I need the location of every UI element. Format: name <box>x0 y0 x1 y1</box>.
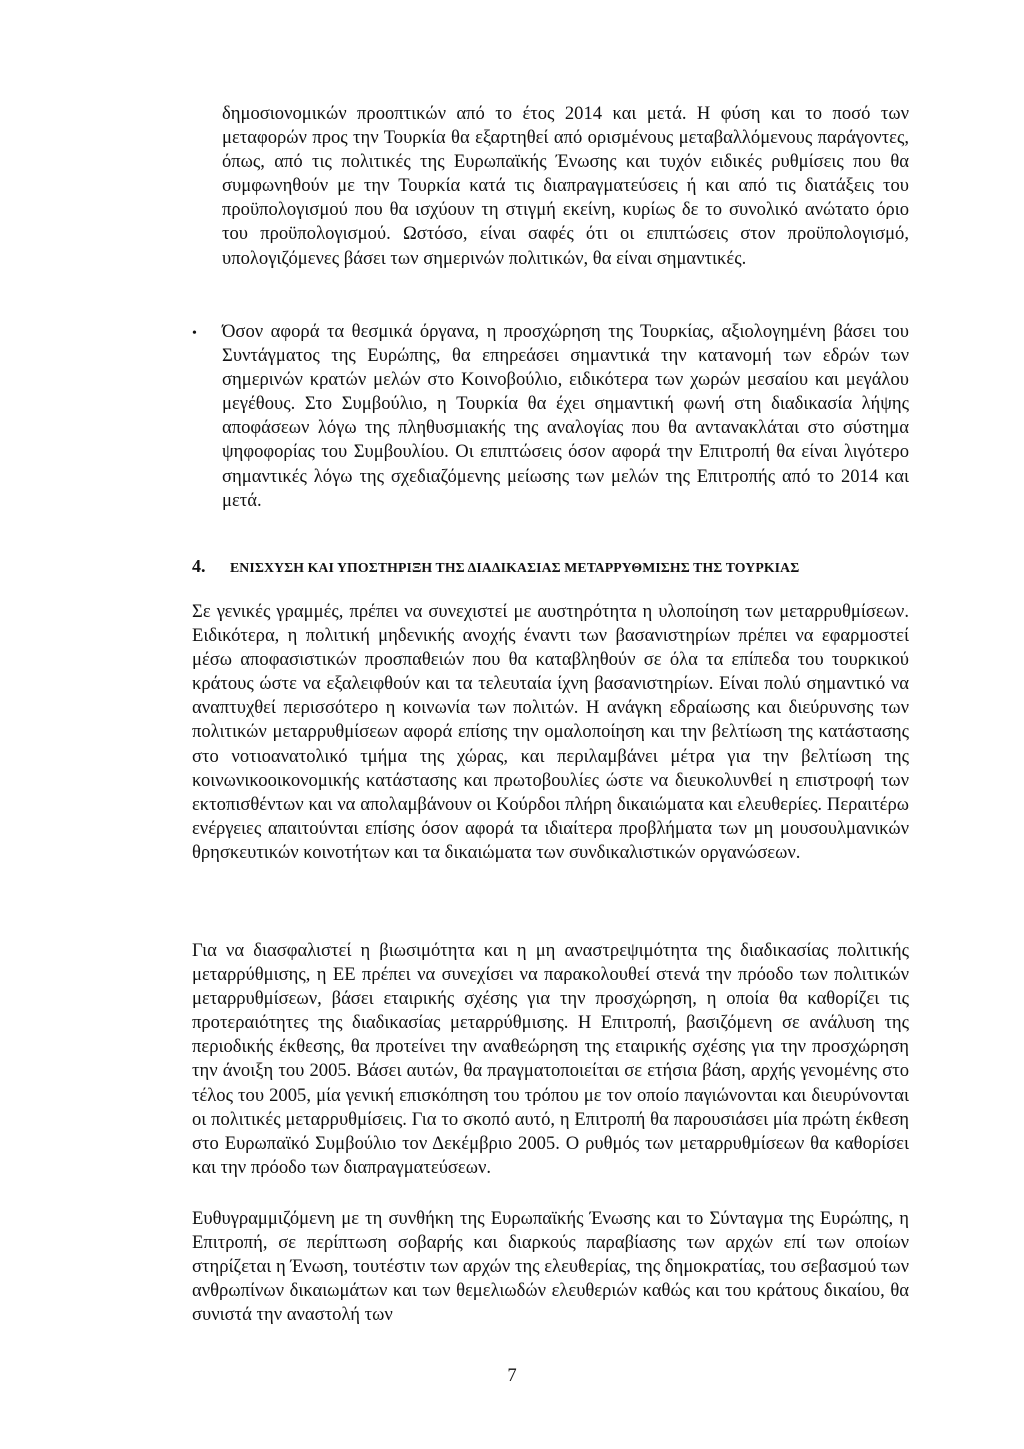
body-paragraph: Ευθυγραμμιζόμενη με τη συνθήκη της Ευρωπαϊκής Ένωσης και το Σύνταγμα της Ευρώπης, η Επιτροπή, σε περίπτωση σοβαρής και διαρκούς παραβίασης των αρχών επί των οποίων στηρίζεται η Ένωση, τουτέστιν των αρχών της ελευθερίας, της δημοκρατίας, του σεβασμού των ανθρωπίνων δικαιωμάτων και των θεμελιωδών ελευθεριών καθώς και του κράτους δικαίου, θα συνιστά την αναστολή των <box>192 1208 909 1326</box>
bullet-icon: • <box>192 326 197 341</box>
bullet-text: Όσον αφορά τα θεσμικά όργανα, η προσχώρηση της Τουρκίας, αξιολογημένη βάσει του Συντάγματος της Ευρώπης, θα επηρεάσει σημαντικά την κατανομή των εδρών των σημερινών κρατών μελών στο Κοινοβούλιο, ειδικότερα των χωρών μεσαίου και μεγάλου μεγέθους. Στο Συμβούλιο, η Τουρκία θα έχει σημαντική φωνή στη διαδικασία λήψης αποφάσεων λόγω της πληθυσμιακής της αναλογίας που θα αντανακλάται στο σύστημα ψηφοφορίας του Συμβουλίου. Οι επιπτώσεις όσον αφορά την Επιτροπή θα είναι λιγότερο σημαντικές λόγω της σχεδιαζόμενης μείωσης των μελών της Επιτροπής από το 2014 και μετά. <box>222 321 909 511</box>
body-paragraph: Σε γενικές γραμμές, πρέπει να συνεχιστεί με αυστηρότητα η υλοποίηση των μεταρρυθμίσεων. Ειδικότερα, η πολιτική μηδενικής ανοχής έναντι των βασανιστηρίων πρέπει να εφαρμοστεί μέσω αποφασιστικών προσπαθειών που θα καταβληθούν σε όλα τα επίπεδα του τουρκικού κράτους ώστε να εξαλειφθούν και τα τελευταία ίχνη βασανιστηρίων. Είναι πολύ σημαντικό να αναπτυχθεί περισσότερο η κοινωνία των πολιτών. Η ανάγκη εδραίωσης και διεύρυνσης των πολιτικών μεταρρυθμίσεων αφορά επίσης την ομαλοποίηση και την βελτίωση της κατάστασης στο νοτιοανατολικό τμήμα της χώρας, και περιλαμβάνει μέτρα για την βελτίωση της κοινωνικοοικονομικής κατάστασης και πρωτοβουλίες ώστε να διευκολυνθεί η επιστροφή των εκτοπισθέντων και να απολαμβάνουν οι Κούρδοι πλήρη δικαιώματα και ελευθερίες. Περαιτέρω ενέργειες απαιτούνται επίσης όσον αφορά τα ιδιαίτερα προβλήματα των μη μουσουλμανικών θρησκευτικών κοινοτήτων και τα δικαιώματα των συνδικαλιστικών οργανώσεων. <box>192 601 909 863</box>
page-number: 7 <box>507 1365 517 1386</box>
section-number: 4. <box>192 556 206 576</box>
section-heading <box>192 556 909 577</box>
body-paragraph: δημοσιονομικών προοπτικών από το έτος 2014 και μετά. Η φύση και το ποσό των μεταφορών προς την Τουρκία θα εξαρτηθεί από ορισμένους μεταβαλλόμενους παράγοντες, όπως, από τις πολιτικές της Ευρωπαϊκής Ένωσης και τυχόν ειδικές ρυθμίσεις που θα συμφωνηθούν με την Τουρκία κατά τις διαπραγματεύσεις ή και από τις διατάξεις του προϋπολογισμού που θα ισχύουν τη στιγμή εκείνη, κυρίως δε το συνολικό ανώτατο όριο του προϋπολογισμού. Ωστόσο, είναι σαφές ότι οι επιπτώσεις στον προϋπολογισμό, υπολογιζόμενες βάσει των σημερινών πολιτικών, θα είναι σημαντικές. <box>222 103 909 269</box>
section-title: ΕΝΙΣΧΥΣΗ ΚΑΙ ΥΠΟΣΤΗΡΙΞΗ ΤΗΣ ΔΙΑΔΙΚΑΣΙΑΣ ΜΕΤΑΡΡΥΘΜΙΣΗΣ ΤΗΣ ΤΟΥΡΚΙΑΣ <box>230 560 800 575</box>
body-paragraph: Για να διασφαλιστεί η βιωσιμότητα και η μη αναστρεψιμότητα της διαδικασίας πολιτικής μεταρρύθμισης, η ΕΕ πρέπει να συνεχίσει να παρακολουθεί στενά την πρόοδο των πολιτικών μεταρρυθμίσεων, βάσει εταιρικής σχέσης για την προσχώρηση, η οποία θα καθορίζει τις προτεραιότητες της διαδικασίας μεταρρύθμισης. Η Επιτροπή, βασιζόμενη σε ανάλυση της περιοδικής έκθεσης, θα προτείνει την αναθεώρηση της εταιρικής σχέσης για την προσχώρηση την άνοιξη του 2005. Βάσει αυτών, θα πραγματοποιείται σε ετήσια βάση, αρχής γενομένης στο τέλος του 2005, μία γενική επισκόπηση του τρόπου με τον οποίο παγιώνονται και διευρύνονται οι πολιτικές μεταρρυθμίσεις. Για το σκοπό αυτό, η Επιτροπή θα παρουσιάσει μία πρώτη έκθεση στο Ευρωπαϊκό Συμβούλιο τον Δεκέμβριο 2005. Ο ρυθμός των μεταρρυθμίσεων θα καθορίσει και την πρόοδο των διαπραγματεύσεων. <box>192 940 909 1178</box>
